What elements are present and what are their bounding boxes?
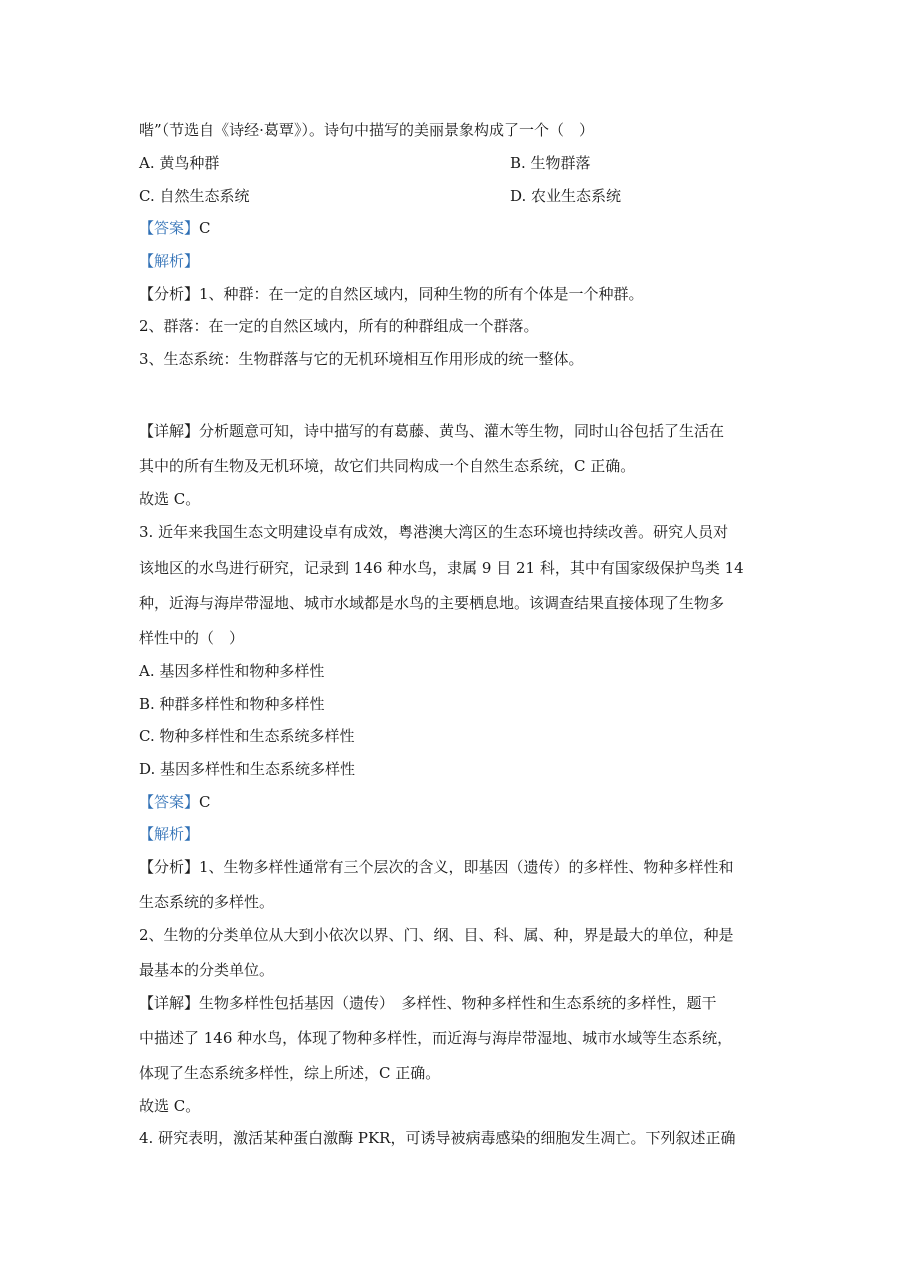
q3-stem-line-1: 3. 近年来我国生态文明建设卓有成效，粤港澳大湾区的生态环境也持续改善。研究人员对 [139,523,729,541]
q2-option-d: D. 农业生态系统 [510,187,622,205]
q3-fenxi-line-2: 生态系统的多样性。 [139,893,275,911]
q3-answer-tag: 【答案】 [139,793,200,811]
q3-analysis-tag: 【解析】 [139,825,200,843]
q3-option-b: B. 种群多样性和物种多样性 [139,695,325,713]
q2-option-c: C. 自然生态系统 [139,187,250,205]
q2-detail-line-1: 【详解】分析题意可知，诗中描写的有葛藤、黄鸟、灌木等生物，同时山谷包括了生活在 [139,422,725,440]
q2-answer [139,217,779,239]
q3-answer [139,791,779,813]
q2-option-b: B. 生物群落 [510,154,591,172]
q3-conclusion: 故选 C。 [139,1097,201,1115]
q2-fenxi: 【分析】1、种群：在一定的自然区域内，同种生物的所有个体是一个种群。 [139,285,644,303]
q4-stem-line-1: 4. 研究表明，激活某种蛋白激酶 PKR，可诱导被病毒感染的细胞发生凋亡。下列叙述正确 [139,1129,736,1147]
q2-answer-tag: 【答案】 [139,219,200,237]
q3-detail-line-2: 中描述了 146 种水鸟，体现了物种多样性，而近海与海岸带湿地、城市水域等生态系统， [139,1029,733,1047]
q2-options-row-1 [139,152,779,174]
q2-option-a: A. 黄鸟种群 [139,154,220,172]
q2-detail-line-2: 其中的所有生物及无机环境，故它们共同构成一个自然生态系统，C 正确。 [139,457,636,475]
q3-option-c: C. 物种多样性和生态系统多样性 [139,727,355,745]
q2-options-row-2 [139,185,779,207]
q2-point-3: 3、生态系统：生物群落与它的无机环境相互作用形成的统一整体。 [139,350,584,368]
q3-point-2-line-2: 最基本的分类单位。 [139,961,275,979]
q3-fenxi-line-1: 【分析】1、生物多样性通常有三个层次的含义，即基因（遗传）的多样性、物种多样性和 [139,858,734,876]
q3-detail-line-3: 体现了生态系统多样性，综上所述，C 正确。 [139,1064,441,1082]
q3-answer-value: C [199,793,211,811]
q3-stem-line-4: 样性中的（ ） [139,629,245,647]
q3-stem-line-3: 种，近海与海岸带湿地、城市水域都是水鸟的主要栖息地。该调查结果直接体现了生物多 [139,594,725,612]
q2-point-2: 2、群落：在一定的自然区域内，所有的种群组成一个群落。 [139,317,539,335]
q3-stem-line-2: 该地区的水鸟进行研究，记录到 146 种水鸟，隶属 9 目 21 科，其中有国家级保护鸟类 14 [139,559,744,577]
q2-answer-value: C [199,219,211,237]
q2-analysis-tag: 【解析】 [139,252,200,270]
q3-detail-line-1: 【详解】生物多样性包括基因（遗传） 多样性、物种多样性和生态系统的多样性，题干 [139,994,717,1012]
q3-option-d: D. 基因多样性和生态系统多样性 [139,760,356,778]
q3-point-2-line-1: 2、生物的分类单位从大到小依次以界、门、纲、目、科、属、种，界是最大的单位，种是 [139,926,734,944]
q3-option-a: A. 基因多样性和物种多样性 [139,662,325,680]
q2-conclusion: 故选 C。 [139,490,201,508]
q2-stem-tail: 喈”（节选自《诗经·葛覃》）。诗句中描写的美丽景象构成了一个（ ） [139,121,594,139]
